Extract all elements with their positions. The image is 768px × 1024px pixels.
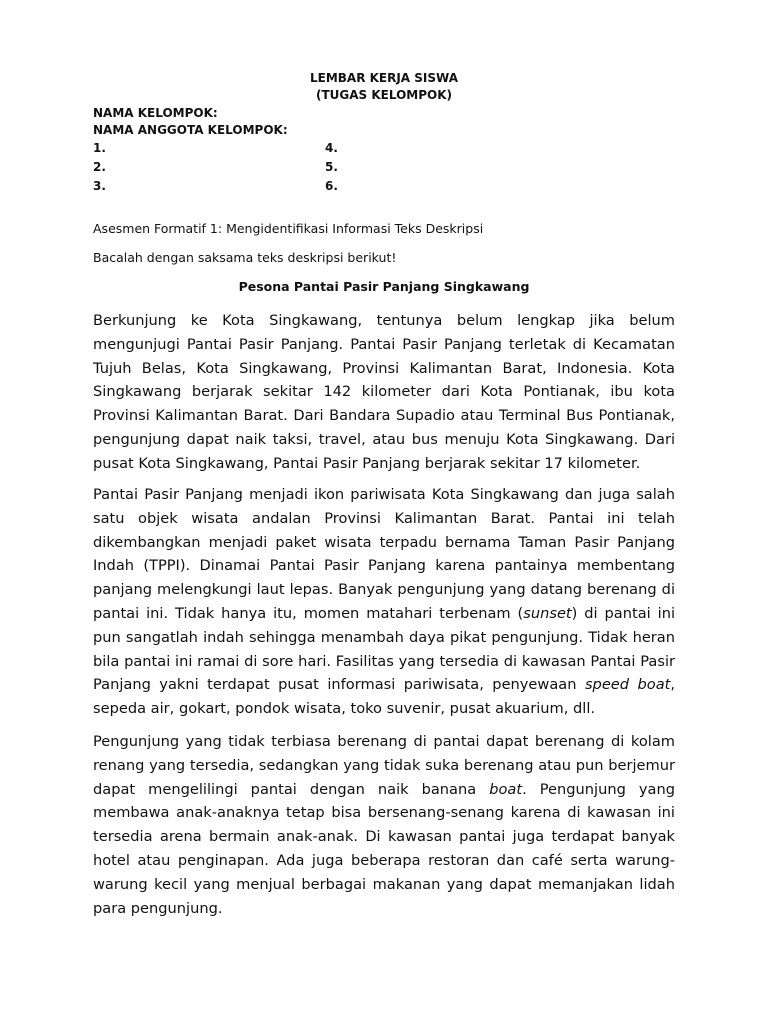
speed-boat-term: speed boat [584, 676, 671, 694]
reading-instruction: Bacalah dengan saksama teks deskripsi berikut! [93, 250, 397, 265]
member-number-6: 6. [325, 179, 338, 193]
paragraph-3-text-a: Pengunjung yang tidak terbiasa berenang di pantai dapat berenang di kolam renang yang tersedia, sedangkan yang tidak suka berenang atau pun berjemur dapat mengelilingi pantai dengan naik banana [93, 733, 675, 798]
member-row [93, 139, 675, 158]
member-row [93, 177, 675, 196]
member-number-4: 4. [325, 141, 338, 155]
text-title: Pesona Pantai Pasir Panjang Singkawang [238, 279, 530, 294]
worksheet-title: LEMBAR KERJA SISWA [309, 71, 459, 85]
paragraph-2 [93, 483, 675, 721]
paragraph-3 [93, 730, 675, 920]
member-row [93, 158, 675, 177]
worksheet-subtitle: (TUGAS KELOMPOK) [315, 88, 452, 102]
paragraph-2-text-a: Pantai Pasir Panjang menjadi ikon pariwisata Kota Singkawang dan juga salah satu objek wisata andalan Provinsi Kalimantan Barat. Pantai ini telah dikembangkan menjadi paket wisata terpadu bernama Taman Pasir Panjang Indah (TPPI). Dinamai Pantai Pasir Panjang karena pantainya membentang panjang melengkungi laut lepas. Banyak pengunjung yang datang berenang di pantai ini. Tidak hanya itu, momen matahari terbenam ( [93, 486, 675, 622]
paragraph-2-text-c: , sepeda air, gokart, pondok wisata, toko suvenir, pusat akuarium, dll. [93, 676, 675, 718]
group-members-label: NAMA ANGGOTA KELOMPOK: [93, 123, 288, 137]
member-number-3: 3. [93, 179, 106, 193]
assessment-heading: Asesmen Formatif 1: Mengidentifikasi Informasi Teks Deskripsi [93, 221, 484, 236]
member-number-1: 1. [93, 141, 106, 155]
sunset-term: sunset [523, 604, 572, 622]
member-number-2: 2. [93, 160, 106, 174]
member-list [93, 139, 675, 196]
paragraph-2-text-b: ) di pantai ini pun sangatlah indah sehingga menambah daya pikat pengunjung. Tidak heran bila pantai ini ramai di sore hari. Fasilitas yang tersedia di kawasan Pantai Pasir Panjang yakni terdapat pusat informasi pariwisata, penyewaan [93, 604, 675, 694]
paragraph-3-text-b: . Pengunjung yang membawa anak-anaknya tetap bisa bersenang-senang karena di kawasan ini tersedia arena bermain anak-anak. Di kawasan pantai juga terdapat banyak hotel atau penginapan. Ada juga beberapa restoran dan café serta warung-warung kecil yang menjual berbagai makanan yang dapat memanjakan lidah para pengunjung. [93, 780, 675, 917]
member-number-5: 5. [325, 160, 338, 174]
worksheet-page [93, 0, 675, 1024]
boat-term: boat [489, 780, 523, 798]
group-name-label: NAMA KELOMPOK: [93, 106, 218, 120]
paragraph-1: Berkunjung ke Kota Singkawang, tentunya belum lengkap jika belum mengunjugi Pantai Pasir Panjang. Pantai Pasir Panjang terletak di Kecamatan Tujuh Belas, Kota Singkawang, Provinsi Kalimantan Barat, Indonesia. Kota Singkawang berjarak sekitar 142 kilometer dari Kota Pontianak, ibu kota Provinsi Kalimantan Barat. Dari Bandara Supadio atau Terminal Bus Pontianak, pengunjung dapat naik taksi, travel, atau bus menuju Kota Singkawang. Dari pusat Kota Singkawang, Pantai Pasir Panjang berjarak sekitar 17 kilometer. [93, 312, 675, 472]
